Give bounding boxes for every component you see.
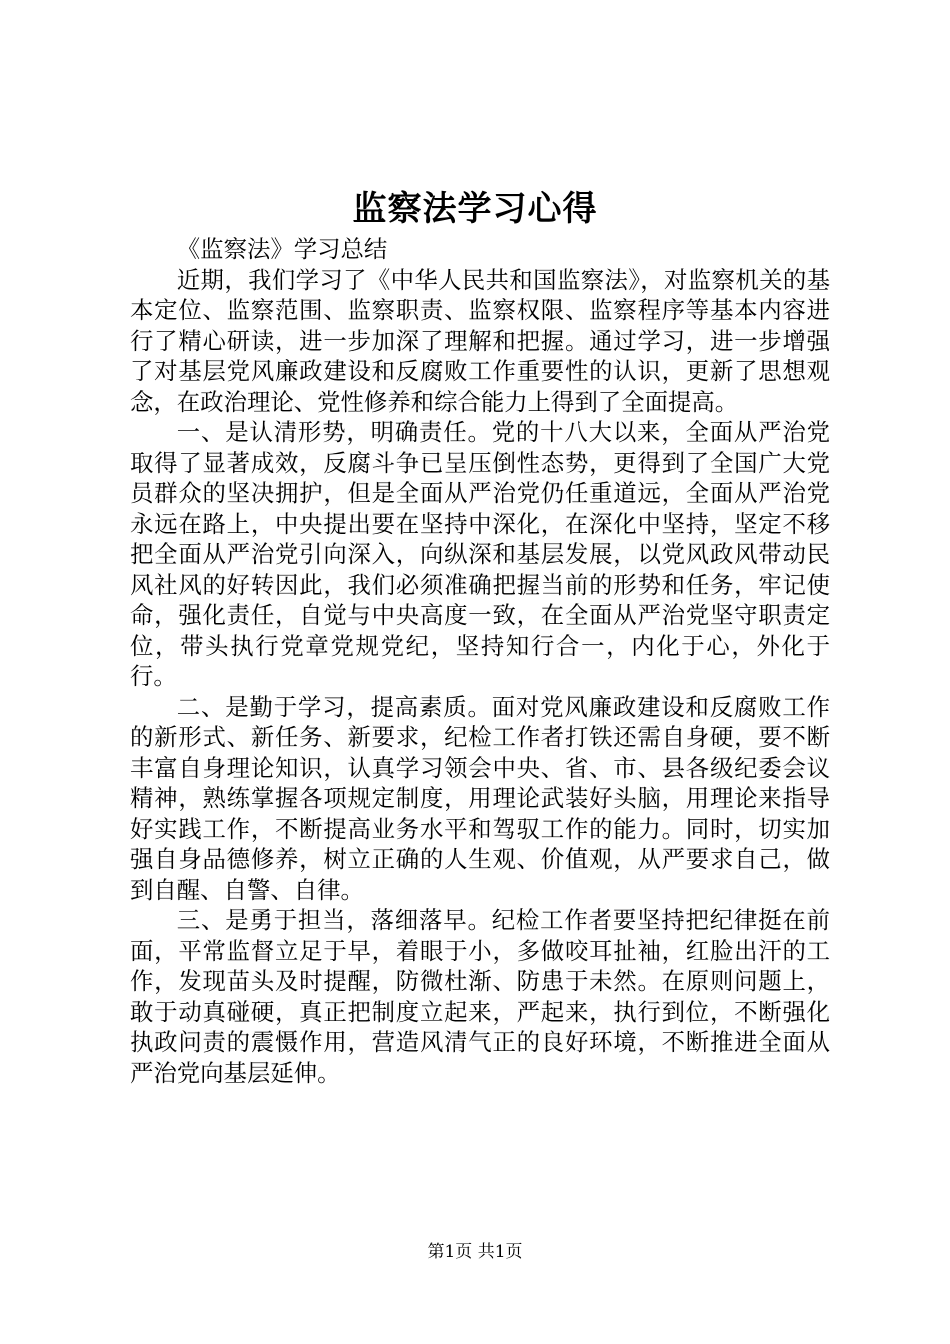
subtitle-line: 《监察法》学习总结 <box>176 235 388 263</box>
page-footer: 第1页 共1页 <box>427 1242 523 1262</box>
paragraph-intro: 近期，我们学习了《中华人民共和国监察法》，对监察机关的基本定位、监察范围、监察职责、监察权限、监察程序等基本内容进行了精心研读，进一步加深了理解和把握。通过学习，进一步增强了对基层党风廉政建设和反腐败工作重要性的认识，更新了思想观念，在政治理论、党性修养和综合能力上得到了全面提高。 <box>130 265 830 416</box>
paragraph-section-3: 三、是勇于担当，落细落早。纪检工作者要坚持把纪律挺在前面，平常监督立足于早，着眼于小，多做咬耳扯袖，红脸出汗的工作，发现苗头及时提醒，防微杜渐、防患于未然。在原则问题上，敢于动真碰硬，真正把制度立起来，严起来，执行到位，不断强化执政问责的震慑作用，营造风清气正的良好环境，不断推进全面从严治党向基层延伸。 <box>130 906 830 1087</box>
page-title: 监察法学习心得 <box>352 189 598 229</box>
paragraph-section-1: 一、是认清形势，明确责任。党的十八大以来，全面从严治党取得了显著成效，反腐斗争已呈压倒性态势，更得到了全国广大党员群众的坚决拥护，但是全面从严治党仍任重道远，全面从严治党永远在路上，中央提出要在坚持中深化，在深化中坚持，坚定不移把全面从严治党引向深入，向纵深和基层发展，以党风政风带动民风社风的好转因此，我们必须准确把握当前的形势和任务，牢记使命，强化责任，自觉与中央高度一致，在全面从严治党坚守职责定位，带头执行党章党规党纪，坚持知行合一，内化于心，外化于行。 <box>130 418 830 690</box>
document-body <box>130 234 830 1088</box>
paragraph-section-2: 二、是勤于学习，提高素质。面对党风廉政建设和反腐败工作的新形式、新任务、新要求，纪检工作者打铁还需自身硬，要不断丰富自身理论知识，认真学习领会中央、省、市、县各级纪委会议精神，熟练掌握各项规定制度，用理论武装好头脑，用理论来指导好实践工作，不断提高业务水平和驾驭工作的能力。同时，切实加强自身品德修养，树立正确的人生观、价值观，从严要求自己，做到自醒、自警、自律。 <box>130 692 830 904</box>
